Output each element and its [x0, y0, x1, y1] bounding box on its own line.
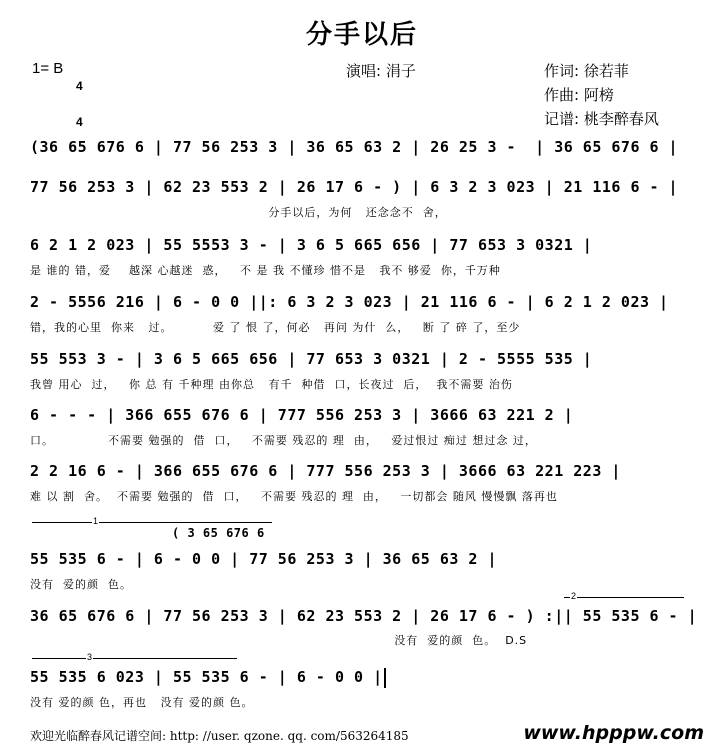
song-title: 分手以后 [305, 20, 418, 50]
volta-line-1 [32, 522, 272, 523]
transcriber-credit: 记谱: 桃李醉春风 [544, 110, 659, 128]
score-row-3-notes: 6 2 1 2 023 | 55 5553 3 - | 3 6 5 665 656 | 77 653 3 0321 | [30, 236, 593, 254]
score-row-6-lyrics: 口。 不需要 勉强的 借 口， 不需要 残忍的 理 由， 爱过恨过 痴过 想过念 过， [30, 434, 537, 447]
score-row-2-notes: 77 56 253 3 | 62 23 553 2 | 26 17 6 - ) | 6 3 2 3 023 | 21 116 6 - | [30, 178, 679, 196]
time-signature [76, 56, 83, 140]
key-signature: 1= B [32, 60, 64, 77]
volta-line-3 [32, 658, 237, 659]
time-signature-bottom: 4 [76, 115, 83, 129]
lyricist-credit: 作词: 徐若菲 [544, 62, 629, 80]
score-row-10-lyrics: 没有 爱的颜 色，再也 没有 爱的颜 色。 [30, 696, 254, 709]
score-row-5-lyrics: 我曾 用心 过， 你 总 有 千种理 由你总 有千 种借 口，长夜过 后， 我不需要 治伤 [30, 378, 513, 391]
time-signature-top: 4 [76, 79, 83, 93]
footer-credit: 欢迎光临醉春风记谱空间: http: //user. qzone. qq. com/563264185 [30, 729, 409, 743]
site-watermark: www.hpppw.com [523, 722, 704, 744]
score-row-8-lyrics: 没有 爱的颜 色。 [30, 578, 132, 591]
score-row-5-notes: 55 553 3 - | 3 6 5 665 656 | 77 653 3 0321 | 2 - 5555 535 | [30, 350, 593, 368]
score-row-10-notes: 55 535 6 023 | 55 535 6 - | 6 - 0 0 | [30, 668, 383, 686]
score-row-7-lyrics: 难 以 割 舍。 不需要 勉强的 借 口， 不需要 残忍的 理 由， 一切都会 随风 慢慢飘 落再也 [30, 490, 558, 503]
score-row-8-notes: 55 535 6 - | 6 - 0 0 | 77 56 253 3 | 36 65 63 2 | [30, 550, 498, 568]
final-barline [384, 668, 386, 688]
composer-credit: 作曲: 阿榜 [544, 86, 614, 104]
volta-1-label: 1 [93, 516, 99, 526]
score-row-3-lyrics: 是 谁的 错，爱 越深 心越迷 惑， 不 是 我 不懂珍 惜不是 我不 够爱 你，千万种 [30, 264, 501, 277]
score-row-9-lyrics: 没有 爱的颜 色。 D.S [30, 634, 528, 647]
score-row-6-notes: 6 - - - | 366 655 676 6 | 777 556 253 3 | 3666 63 221 2 | [30, 406, 574, 424]
score-row-7-notes: 2 2 16 6 - | 366 655 676 6 | 777 556 253 3 | 3666 63 221 223 | [30, 462, 621, 480]
score-row-9-notes: 36 65 676 6 | 77 56 253 3 | 62 23 553 2 | 26 17 6 - ) :|| 55 535 6 - | [30, 607, 698, 625]
volta-3-label: 3 [87, 652, 93, 662]
score-row-1-notes: (36 65 676 6 | 77 56 253 3 | 36 65 63 2 | 26 25 3 - | 36 65 676 6 | [30, 138, 679, 156]
volta-line-2 [564, 597, 684, 598]
intro-small-notes: ( 3 65 676 6 [172, 526, 265, 540]
score-row-4-notes: 2 - 5556 216 | 6 - 0 0 ||: 6 3 2 3 023 | 21 116 6 - | 6 2 1 2 023 | [30, 293, 669, 311]
score-row-4-lyrics: 错，我的心里 你来 过。 爱 了 恨 了，何必 再问 为什 么， 断 了 碎 了，至少 [30, 321, 521, 334]
volta-2-label: 2 [571, 591, 577, 601]
singer-credit: 演唱: 涓子 [346, 62, 416, 80]
score-row-2-lyrics: 分手以后，为何 还念念不 舍， [30, 206, 447, 219]
